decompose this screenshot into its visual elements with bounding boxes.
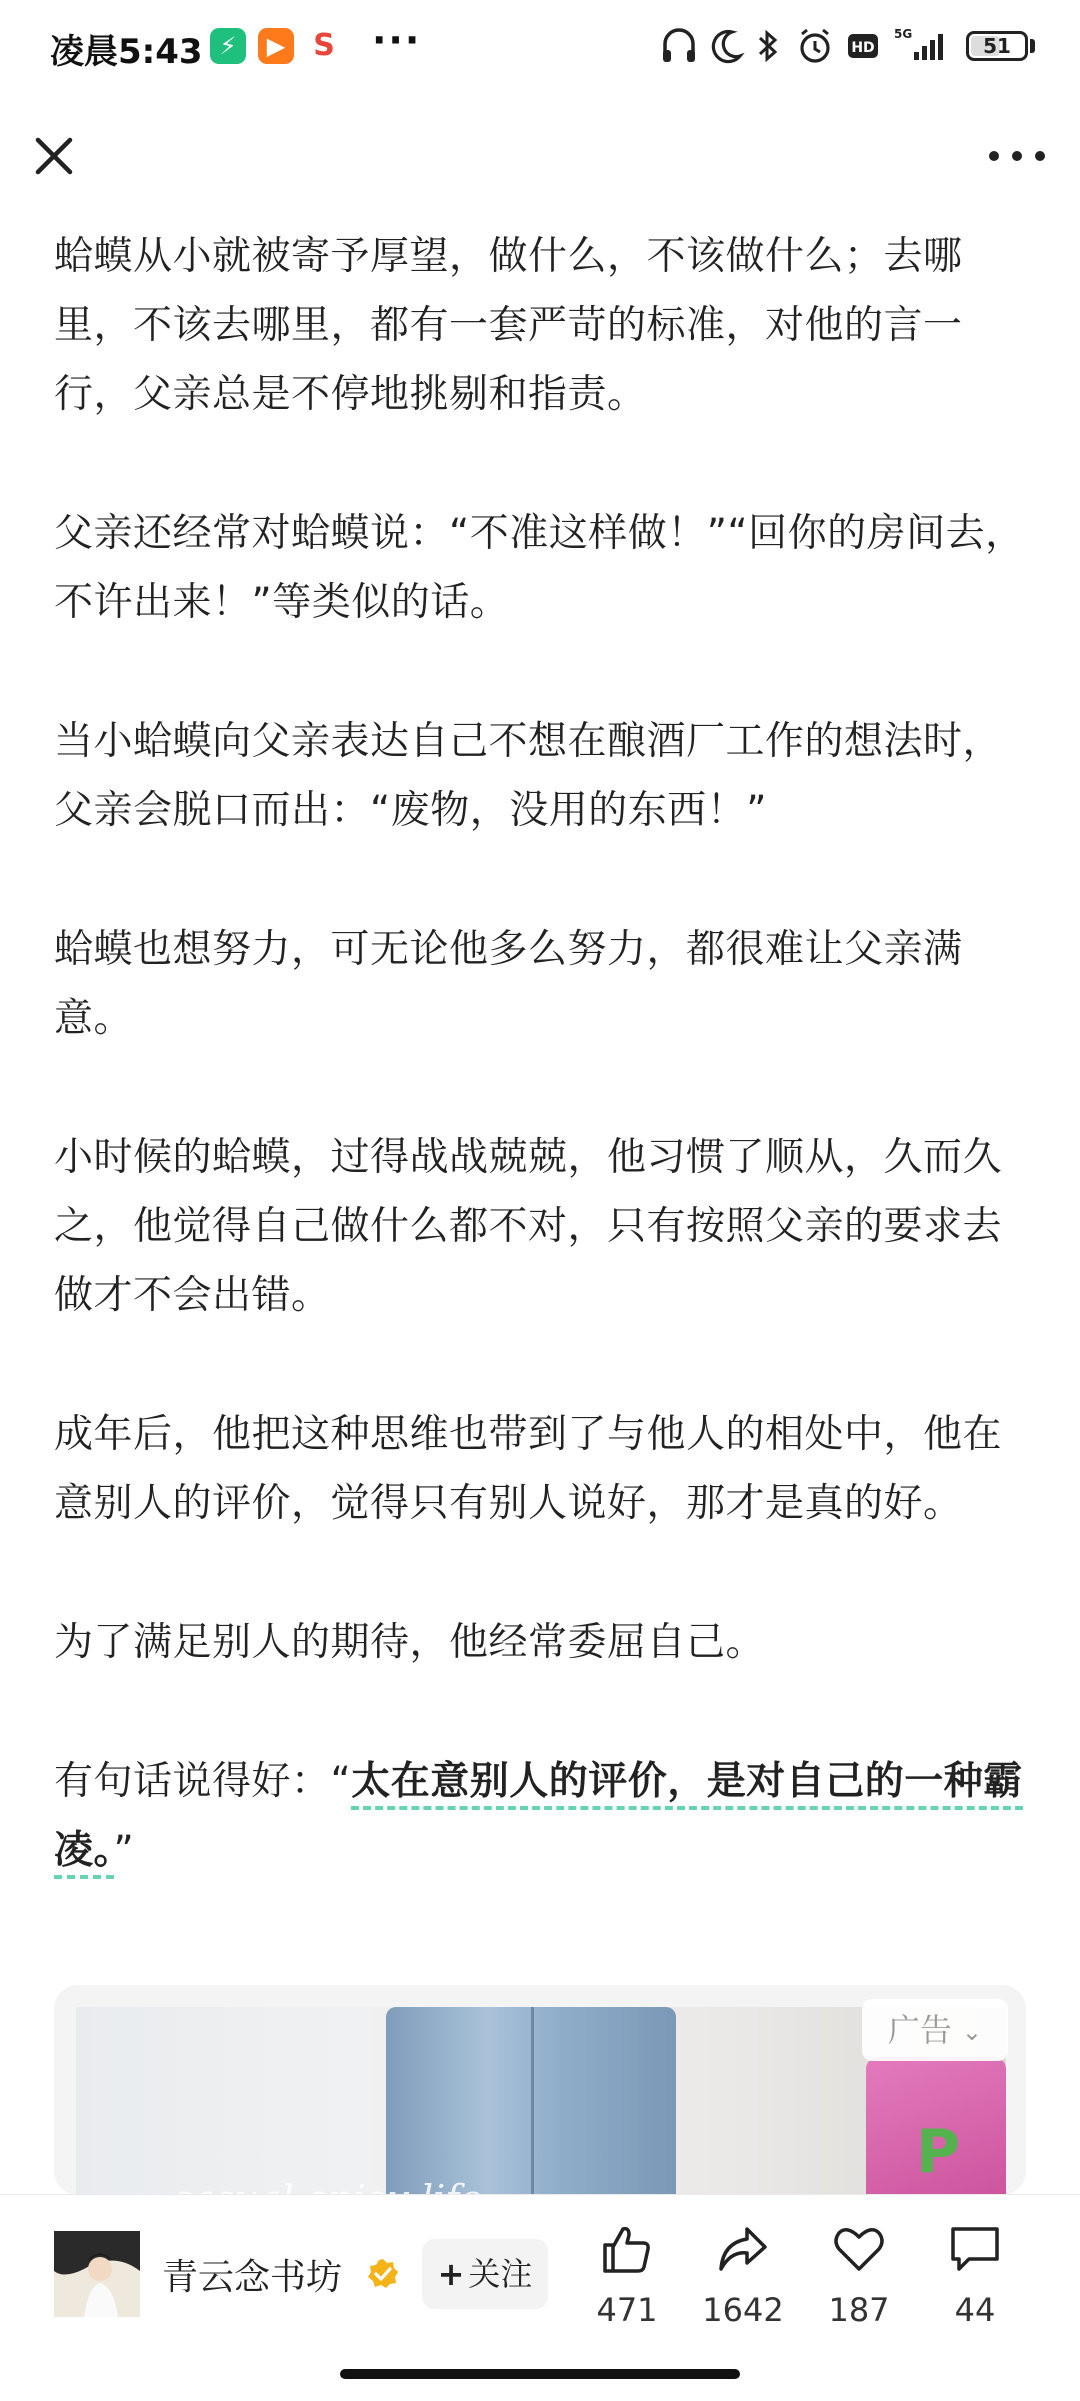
article-header <box>0 96 1080 224</box>
battery-level: 51 <box>983 34 1011 58</box>
ad-tag-label: 广告 <box>887 2011 952 2049</box>
ad-card[interactable] <box>54 1985 1026 2195</box>
paragraph: 蛤蟆也想努力，可无论他多么努力，都很难让父亲满意。 <box>54 927 963 1041</box>
ad-bag-print: P <box>916 2117 960 2187</box>
quote-prefix: 有句话说得好： <box>54 1759 331 1804</box>
follow-label: 关注 <box>468 2255 533 2293</box>
paragraph: 当小蛤蟆向父亲表达自己不想在酿酒厂工作的想法时，父亲会脱口而出：“废物，没用的东西！” <box>54 719 1003 833</box>
comment-button[interactable] <box>920 2221 1030 2329</box>
video-app-icon: ▶ <box>258 28 294 64</box>
quote-close-mark: ” <box>113 1828 135 1873</box>
follow-button[interactable] <box>422 2239 548 2309</box>
favorite-button[interactable] <box>804 2221 914 2329</box>
bluetooth-icon <box>756 24 780 68</box>
comment-icon <box>947 2221 1003 2277</box>
thumbs-up-icon <box>599 2221 655 2277</box>
paragraph: 父亲还经常对蛤蟆说：“不准这样做！”“回你的房间去，不许出来！”等类似的话。 <box>54 511 1025 625</box>
hd-icon <box>846 24 880 68</box>
home-indicator[interactable] <box>340 2369 740 2379</box>
svg-text:HD: HD <box>851 40 875 56</box>
battery-cap <box>1030 39 1035 53</box>
paragraph: 为了满足别人的期待，他经常委屈自己。 <box>54 1620 766 1665</box>
verified-badge-icon <box>366 2257 400 2291</box>
paragraph: 成年后，他把这种思维也带到了与他人的相处中，他在意别人的评价，觉得只有别人说好，那才是真的好。 <box>54 1412 1003 1526</box>
bottom-action-bar <box>0 2194 1080 2401</box>
share-icon <box>715 2221 771 2277</box>
favorite-count: 187 <box>828 2291 890 2329</box>
plus-icon: + <box>437 2255 465 2293</box>
quote-paragraph <box>54 1747 1026 1885</box>
share-count: 1642 <box>702 2291 784 2329</box>
battery-icon <box>966 31 1028 61</box>
heart-icon <box>831 2221 887 2277</box>
slides-app-icon: S <box>306 28 342 64</box>
svg-text:5G: 5G <box>894 27 913 41</box>
share-button[interactable] <box>688 2221 798 2329</box>
alarm-icon <box>796 24 834 68</box>
like-count: 471 <box>596 2291 658 2329</box>
ad-jeans-seam <box>531 2007 534 2217</box>
avatar-image <box>54 2231 140 2317</box>
article-body <box>54 222 1026 1955</box>
author-avatar[interactable] <box>54 2231 140 2317</box>
author-name[interactable]: 青云念书坊 <box>162 2257 343 2298</box>
status-time: 凌晨5:43 <box>50 32 203 72</box>
paragraph: 小时候的蛤蟆，过得战战兢兢，他习惯了顺从，久而久之，他觉得自己做什么都不对，只有按照父亲的要求去做才不会出错。 <box>54 1135 1003 1318</box>
paragraph: 蛤蟆从小就被寄予厚望，做什么，不该做什么；去哪里，不该去哪里，都有一套严苛的标准，对他的言一行，父亲总是不停地挑剔和指责。 <box>54 234 963 417</box>
status-bar <box>0 0 1080 96</box>
status-more-notifications: ··· <box>372 18 422 62</box>
comment-count: 44 <box>954 2291 996 2329</box>
highlighted-quote[interactable]: 太在意别人的评价，是对自己的一种霸凌。 <box>54 1759 1023 1879</box>
like-button[interactable] <box>572 2221 682 2329</box>
wallet-app-icon: ⚡ <box>210 28 246 64</box>
headphones-icon <box>660 24 698 68</box>
quote-open-mark: “ <box>330 1759 352 1804</box>
moon-icon <box>708 24 744 68</box>
ad-tag[interactable] <box>862 1999 1008 2061</box>
signal-icon <box>892 24 952 68</box>
chevron-down-icon: ⌄ <box>961 2018 982 2046</box>
close-icon[interactable] <box>24 126 84 186</box>
more-icon[interactable] <box>982 136 1052 176</box>
